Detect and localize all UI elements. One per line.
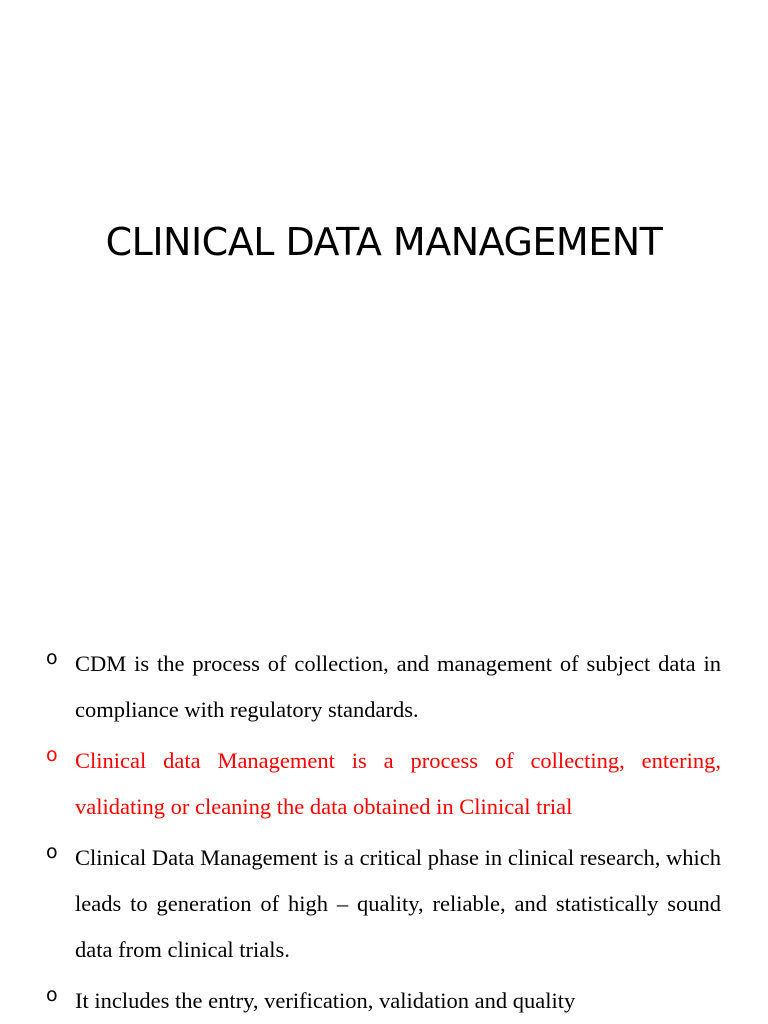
bullet-item	[46, 835, 721, 973]
bullet-marker-icon: o	[46, 647, 58, 669]
bullet-list	[46, 641, 721, 1024]
bullet-text: Clinical data Management is a process of collecting, entering, validating or cleaning the data obtained in Clinical trial	[75, 748, 721, 819]
bullet-text: Clinical Data Management is a critical phase in clinical research, which leads to generation of high – quality, reliable, and statistically sound data from clinical trials.	[75, 845, 721, 962]
bullet-marker-icon: o	[46, 841, 58, 863]
bullet-item	[46, 978, 721, 1024]
bullet-marker-icon: o	[46, 744, 58, 766]
bullet-item-highlighted	[46, 738, 721, 830]
bullet-marker-icon: o	[46, 984, 58, 1006]
slide-title: CLINICAL DATA MANAGEMENT	[105, 220, 663, 264]
bullet-text: It includes the entry, verification, validation and quality	[75, 988, 576, 1013]
bullet-item	[46, 641, 721, 733]
bullet-text: CDM is the process of collection, and management of subject data in compliance with regulatory standards.	[75, 651, 721, 722]
